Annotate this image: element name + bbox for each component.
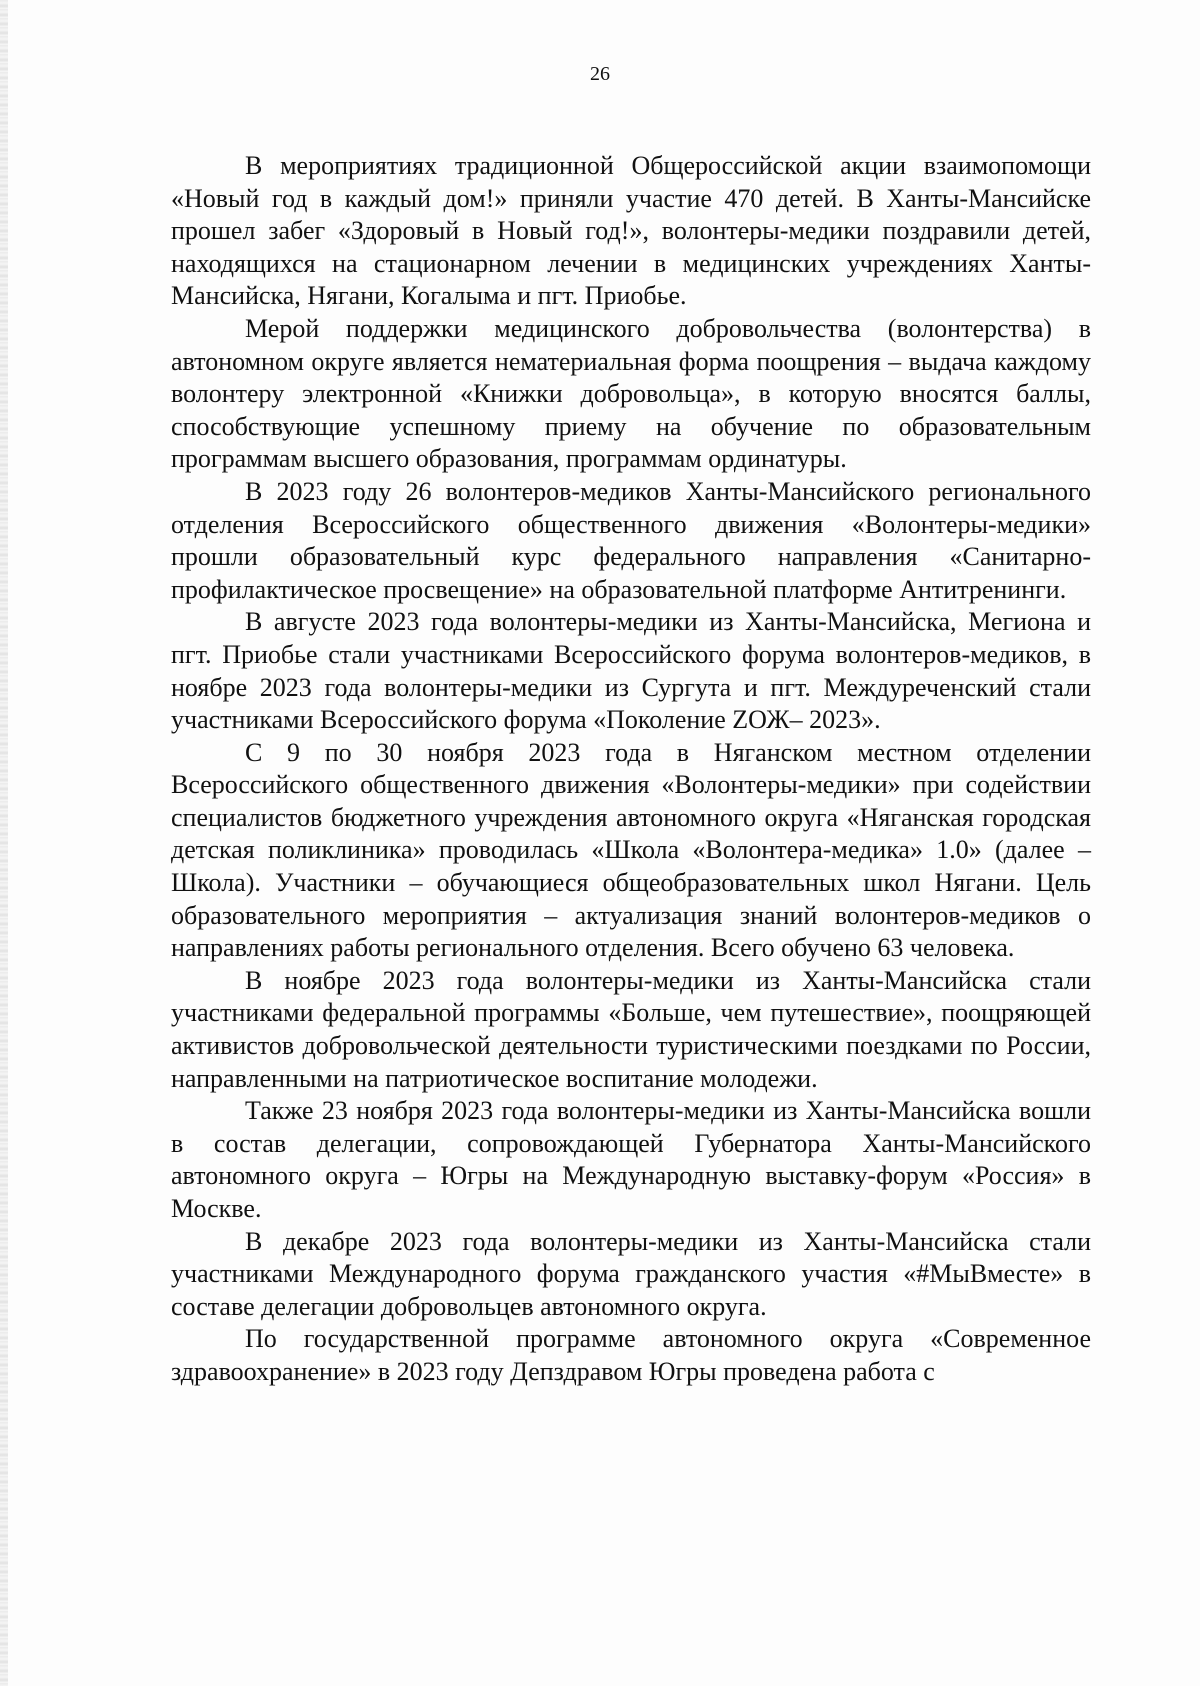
paragraph-4: В августе 2023 года волонтеры-медики из Ханты-Мансийска, Мегиона и пгт. Приобье стали участниками Всероссийского форума волонтеров-медиков, в ноябре 2023 года волонтеры-медики из Сургута и пгт. Междуреченский стали участниками Всероссийского форума «Поколение ZОЖ– 2023».: [171, 607, 1091, 735]
paragraph-5: С 9 по 30 ноября 2023 года в Няганском местном отделении Всероссийского общественного движения «Волонтеры-медики» при содействии специалистов бюджетного учреждения автономного округа «Няганская городская детская поликлиника» проводилась «Школа «Волонтера-медика» 1.0» (далее – Школа). Участники – обучающиеся общеобразовательных школ Нягани. Цель образовательного мероприятия – актуализация знаний волонтеров-медиков о направлениях работы регионального отделения. Всего обучено 63 человека.: [171, 737, 1091, 963]
page-number: 26: [590, 63, 610, 85]
paragraph-6: В ноябре 2023 года волонтеры-медики из Ханты-Мансийска стали участниками федеральной программы «Больше, чем путешествие», поощряющей активистов добровольческой деятельности туристическими поездками по России, направленными на патриотическое воспитание молодежи.: [171, 965, 1091, 1093]
scan-edge: [0, 0, 8, 1686]
paragraph-9: По государственной программе автономного округа «Современное здравоохранение» в 2023 году Депздравом Югры проведена работа с: [171, 1324, 1091, 1386]
document-body: [171, 150, 1091, 1389]
paragraph-1: В мероприятиях традиционной Общероссийской акции взаимопомощи «Новый год в каждый дом!» приняли участие 470 детей. В Ханты-Мансийске прошел забег «Здоровый в Новый год!», волонтеры-медики поздравили детей, находящихся на стационарном лечении в медицинских учреждениях Ханты-Мансийска, Нягани, Когалыма и пгт. Приобье.: [171, 151, 1091, 311]
paragraph-3: В 2023 году 26 волонтеров-медиков Ханты-Мансийского регионального отделения Всероссийского общественного движения «Волонтеры-медики» прошли образовательный курс федерального направления «Санитарно-профилактическое просвещение» на образовательной платформе Антитренинги.: [171, 476, 1091, 604]
paragraph-8: В декабре 2023 года волонтеры-медики из Ханты-Мансийска стали участниками Международного форума гражданского участия «#МыВместе» в составе делегации добровольцев автономного округа.: [171, 1226, 1091, 1321]
paragraph-2: Мерой поддержки медицинского добровольчества (волонтерства) в автономном округе является нематериальная форма поощрения – выдача каждому волонтеру электронной «Книжки добровольца», в которую вносятся баллы, способствующие успешному приему на обучение по образовательным программам высшего образования, программам ординатуры.: [171, 313, 1091, 474]
paragraph-7: Также 23 ноября 2023 года волонтеры-медики из Ханты-Мансийска вошли в состав делегации, сопровождающей Губернатора Ханты-Мансийского автономного округа – Югры на Международную выставку-форум «Россия» в Москве.: [171, 1096, 1091, 1223]
